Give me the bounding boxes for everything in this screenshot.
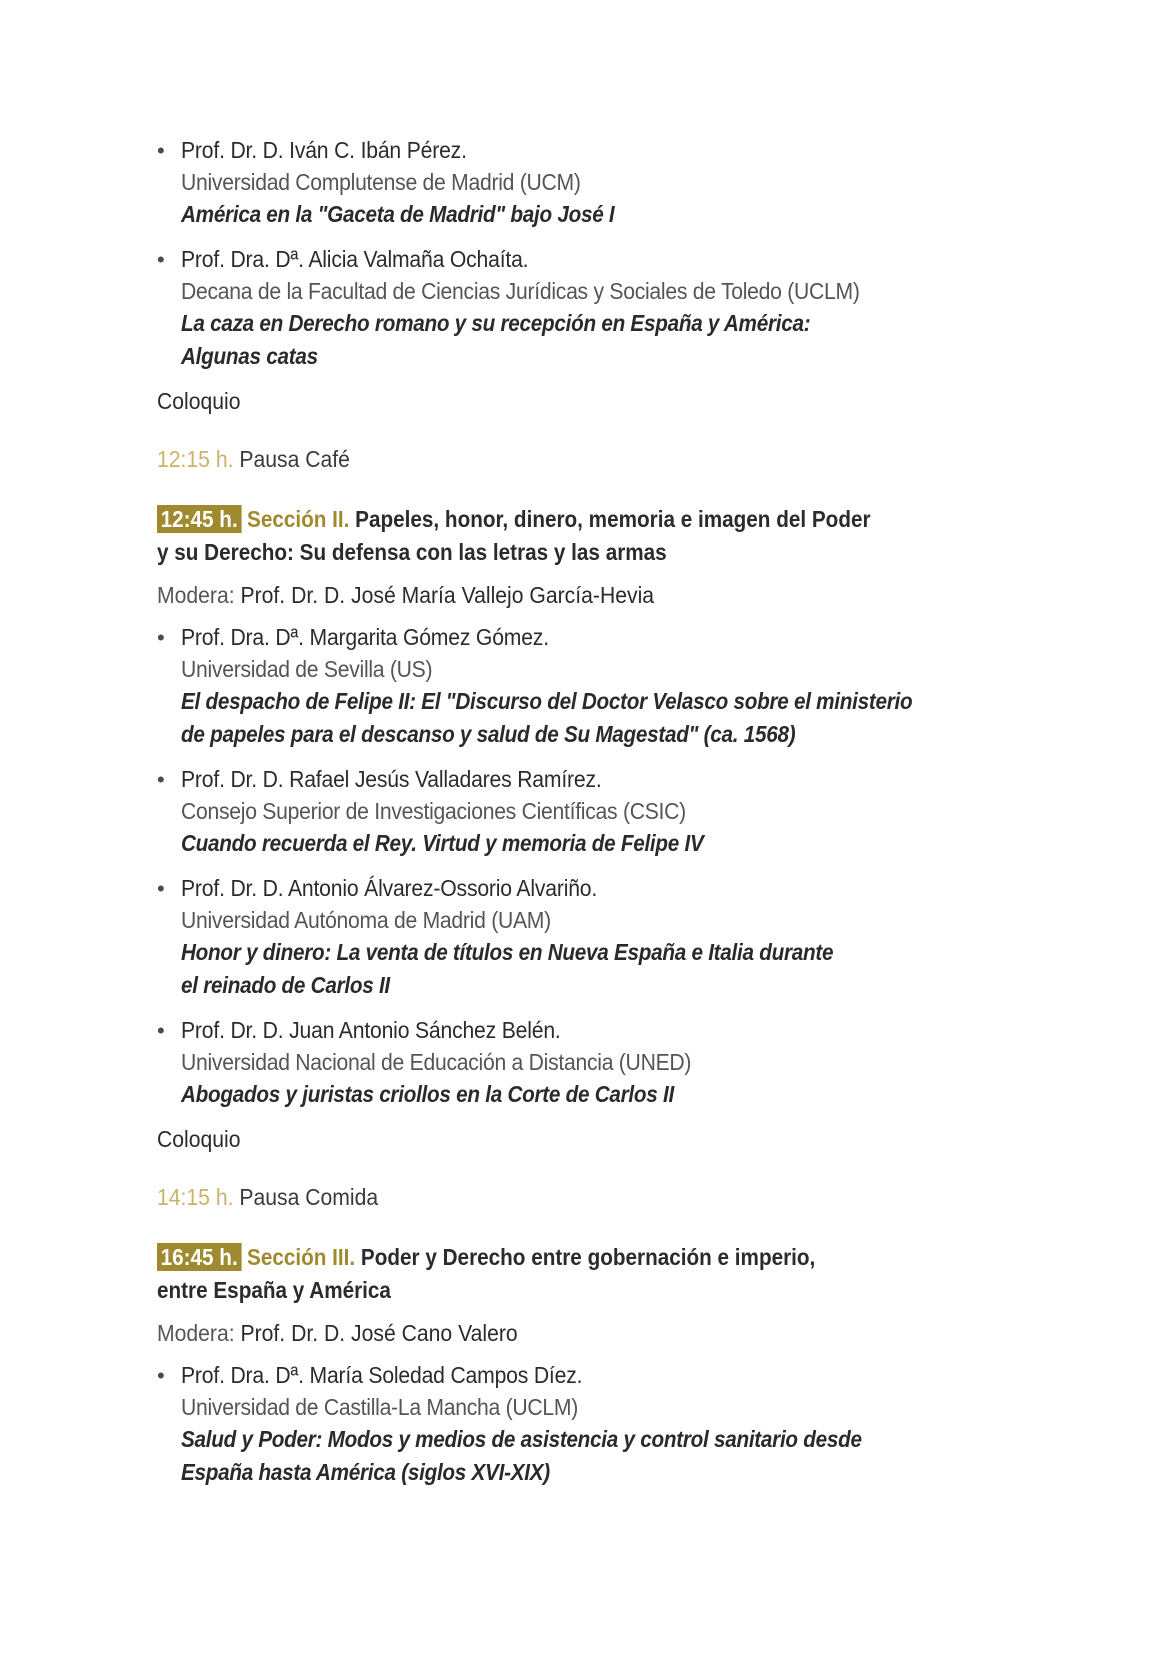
section-label: Sección II. xyxy=(247,506,350,532)
speaker-affiliation: Consejo Superior de Investigaciones Científicas (CSIC) xyxy=(181,798,686,824)
moderator-label: Modera: xyxy=(157,1320,235,1346)
bullet-icon: • xyxy=(157,876,165,901)
bullet-icon: • xyxy=(157,247,165,272)
bullet-icon: • xyxy=(157,767,165,792)
talk-title: Cuando recuerda el Rey. Virtud y memoria de Felipe IV xyxy=(181,830,704,856)
speaker-affiliation: Universidad Nacional de Educación a Distancia (UNED) xyxy=(181,1049,692,1075)
speaker-name: Prof. Dr. D. Rafael Jesús Valladares Ramírez. xyxy=(181,766,602,792)
section-title: Poder y Derecho entre gobernación e imperio, xyxy=(360,1244,816,1270)
speaker-name: Prof. Dra. Dª. Margarita Gómez Gómez. xyxy=(181,624,549,650)
talk-title-cont: Algunas catas xyxy=(181,343,318,369)
section-time-badge: 12:45 h. xyxy=(157,505,241,533)
moderator xyxy=(157,1317,967,1349)
speaker-name: Prof. Dra. Dª. Alicia Valmaña Ochaíta. xyxy=(181,246,529,272)
break-time: 12:15 h. xyxy=(157,446,234,472)
talk-title-cont: España hasta América (siglos XVI-XIX) xyxy=(181,1459,550,1485)
bullet-icon: • xyxy=(157,625,165,650)
section-heading xyxy=(157,1241,949,1274)
speaker-name: Prof. Dr. D. Iván C. Ibán Pérez. xyxy=(181,137,467,163)
speaker-affiliation: Universidad Complutense de Madrid (UCM) xyxy=(181,169,581,195)
bullet-icon: • xyxy=(157,1363,165,1388)
speaker-entry xyxy=(157,763,1037,860)
speaker-entry xyxy=(157,243,1037,373)
speaker-name: Prof. Dr. D. Juan Antonio Sánchez Belén. xyxy=(181,1017,561,1043)
bullet-icon: • xyxy=(157,1018,165,1043)
moderator xyxy=(157,579,967,611)
bullet-icon: • xyxy=(157,138,165,163)
talk-title: Abogados y juristas criollos en la Corte de Carlos II xyxy=(181,1081,674,1107)
speaker-affiliation: Universidad de Sevilla (US) xyxy=(181,656,433,682)
break-coffee xyxy=(157,443,967,475)
talk-title: América en la "Gaceta de Madrid" bajo José I xyxy=(181,201,615,227)
section-heading xyxy=(157,503,949,536)
break-label: Pausa Comida xyxy=(239,1184,379,1210)
talk-title-cont: el reinado de Carlos II xyxy=(181,972,390,998)
speaker-name: Prof. Dra. Dª. María Soledad Campos Díez. xyxy=(181,1362,583,1388)
talk-title: El despacho de Felipe II: El "Discurso del Doctor Velasco sobre el ministerio xyxy=(181,688,913,714)
speaker-name: Prof. Dr. D. Antonio Álvarez-Ossorio Alvariño. xyxy=(181,875,598,901)
speaker-entry xyxy=(157,872,1037,1002)
section-title-cont: y su Derecho: Su defensa con las letras y las armas xyxy=(157,539,667,565)
section-title-cont: entre España y América xyxy=(157,1277,391,1303)
section-title: Papeles, honor, dinero, memoria e imagen del Poder xyxy=(355,506,871,532)
talk-title-cont: de papeles para el descanso y salud de Su Magestad" (ca. 1568) xyxy=(181,721,796,747)
coloquio-label: Coloquio xyxy=(157,388,241,414)
speaker-entry xyxy=(157,1014,1037,1111)
speaker-affiliation: Universidad Autónoma de Madrid (UAM) xyxy=(181,907,551,933)
break-lunch xyxy=(157,1181,967,1213)
speaker-affiliation: Decana de la Facultad de Ciencias Jurídicas y Sociales de Toledo (UCLM) xyxy=(181,278,860,304)
speaker-affiliation: Universidad de Castilla-La Mancha (UCLM) xyxy=(181,1394,579,1420)
talk-title: Honor y dinero: La venta de títulos en Nueva España e Italia durante xyxy=(181,939,834,965)
speaker-entry xyxy=(157,134,1037,231)
moderator-name: Prof. Dr. D. José María Vallejo García-Hevia xyxy=(240,582,655,608)
speaker-entry xyxy=(157,1359,1037,1489)
moderator-label: Modera: xyxy=(157,582,235,608)
break-label: Pausa Café xyxy=(239,446,350,472)
talk-title: Salud y Poder: Modos y medios de asistencia y control sanitario desde xyxy=(181,1426,862,1452)
program-content xyxy=(157,134,1037,1501)
break-time: 14:15 h. xyxy=(157,1184,234,1210)
speaker-entry xyxy=(157,621,1037,751)
section-label: Sección III. xyxy=(247,1244,356,1270)
section-time-badge: 16:45 h. xyxy=(157,1243,241,1271)
coloquio-label: Coloquio xyxy=(157,1126,241,1152)
talk-title: La caza en Derecho romano y su recepción en España y América: xyxy=(181,310,811,336)
moderator-name: Prof. Dr. D. José Cano Valero xyxy=(240,1320,518,1346)
